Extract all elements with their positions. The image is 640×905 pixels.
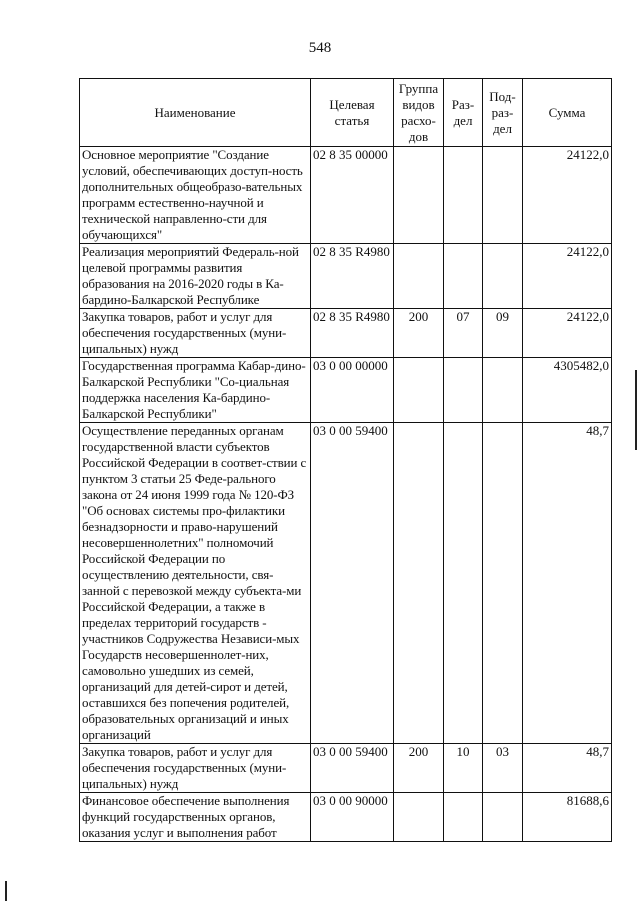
cell-code: 03 0 00 90000 [311,793,394,842]
header-code: Целевая статья [311,79,394,147]
cell-group: 200 [394,309,444,358]
cell-subsection [483,147,523,244]
cell-group [394,147,444,244]
cell-name: Государственная программа Кабар-дино-Балкарской Республики "Со-циальная поддержка населения Ка-бардино-Балкарской Республики" [80,358,311,423]
cell-subsection [483,244,523,309]
cell-section [444,244,483,309]
margin-mark [635,370,637,450]
header-sum: Сумма [523,79,612,147]
cell-subsection: 09 [483,309,523,358]
cell-name: Закупка товаров, работ и услуг для обеспечения государственных (муни-ципальных) нужд [80,309,311,358]
table-row [80,244,612,309]
table-header-row [80,79,612,147]
cell-sum: 4305482,0 [523,358,612,423]
margin-mark [5,881,7,901]
cell-sum: 24122,0 [523,244,612,309]
cell-group [394,793,444,842]
cell-subsection [483,423,523,744]
cell-code: 03 0 00 00000 [311,358,394,423]
cell-sum: 48,7 [523,744,612,793]
table-row [80,423,612,744]
header-name: Наименование [80,79,311,147]
cell-name: Закупка товаров, работ и услуг для обеспечения государственных (муни-ципальных) нужд [80,744,311,793]
cell-subsection: 03 [483,744,523,793]
header-section: Раз-дел [444,79,483,147]
cell-code: 03 0 00 59400 [311,744,394,793]
cell-subsection [483,793,523,842]
cell-subsection [483,358,523,423]
cell-sum: 24122,0 [523,147,612,244]
cell-section: 07 [444,309,483,358]
table-row [80,793,612,842]
cell-section: 10 [444,744,483,793]
cell-sum: 48,7 [523,423,612,744]
table-row [80,358,612,423]
cell-section [444,147,483,244]
header-group: Группа видов расхо-дов [394,79,444,147]
header-subsection: Под-раз-дел [483,79,523,147]
cell-name: Основное мероприятие "Создание условий, обеспечивающих доступ-ность дополнительных общеобразо-вательных программ естественно-научной и технической направленно-сти для обучающихся" [80,147,311,244]
cell-section [444,793,483,842]
cell-code: 02 8 35 R4980 [311,244,394,309]
page-number: 548 [308,40,332,56]
cell-group: 200 [394,744,444,793]
table-row [80,744,612,793]
cell-group [394,423,444,744]
cell-section [444,358,483,423]
cell-name: Осуществление переданных органам государственной власти субъектов Российской Федерации в соответ-ствии с пунктом 3 статьи 25 Феде-рального закона от 24 июня 1999 года № 120-ФЗ "Об основах системы про-филактики безнадзорности и право-нарушений несовершеннолетних" полномочий Российской Федерации по осуществлению деятельности, свя-занной с перевозкой между субъекта-ми Российской Федерации, а также в пределах территорий государств - участников Содружества Независи-мых Государств несовершеннолет-них, самовольно ушедших из семей, организаций для детей-сирот и детей, оставшихся без попечения родителей, образовательных организаций и иных организаций [80,423,311,744]
table-row [80,309,612,358]
cell-sum: 81688,6 [523,793,612,842]
cell-code: 02 8 35 R4980 [311,309,394,358]
budget-table [79,78,612,842]
cell-section [444,423,483,744]
cell-name: Финансовое обеспечение выполнения функций государственных органов, оказания услуг и выполнения работ [80,793,311,842]
cell-name: Реализация мероприятий Федераль-ной целевой программы развития образования на 2016-2020 годы в Ка-бардино-Балкарской Республике [80,244,311,309]
cell-code: 02 8 35 00000 [311,147,394,244]
cell-group [394,358,444,423]
cell-sum: 24122,0 [523,309,612,358]
cell-code: 03 0 00 59400 [311,423,394,744]
cell-group [394,244,444,309]
table-row [80,147,612,244]
